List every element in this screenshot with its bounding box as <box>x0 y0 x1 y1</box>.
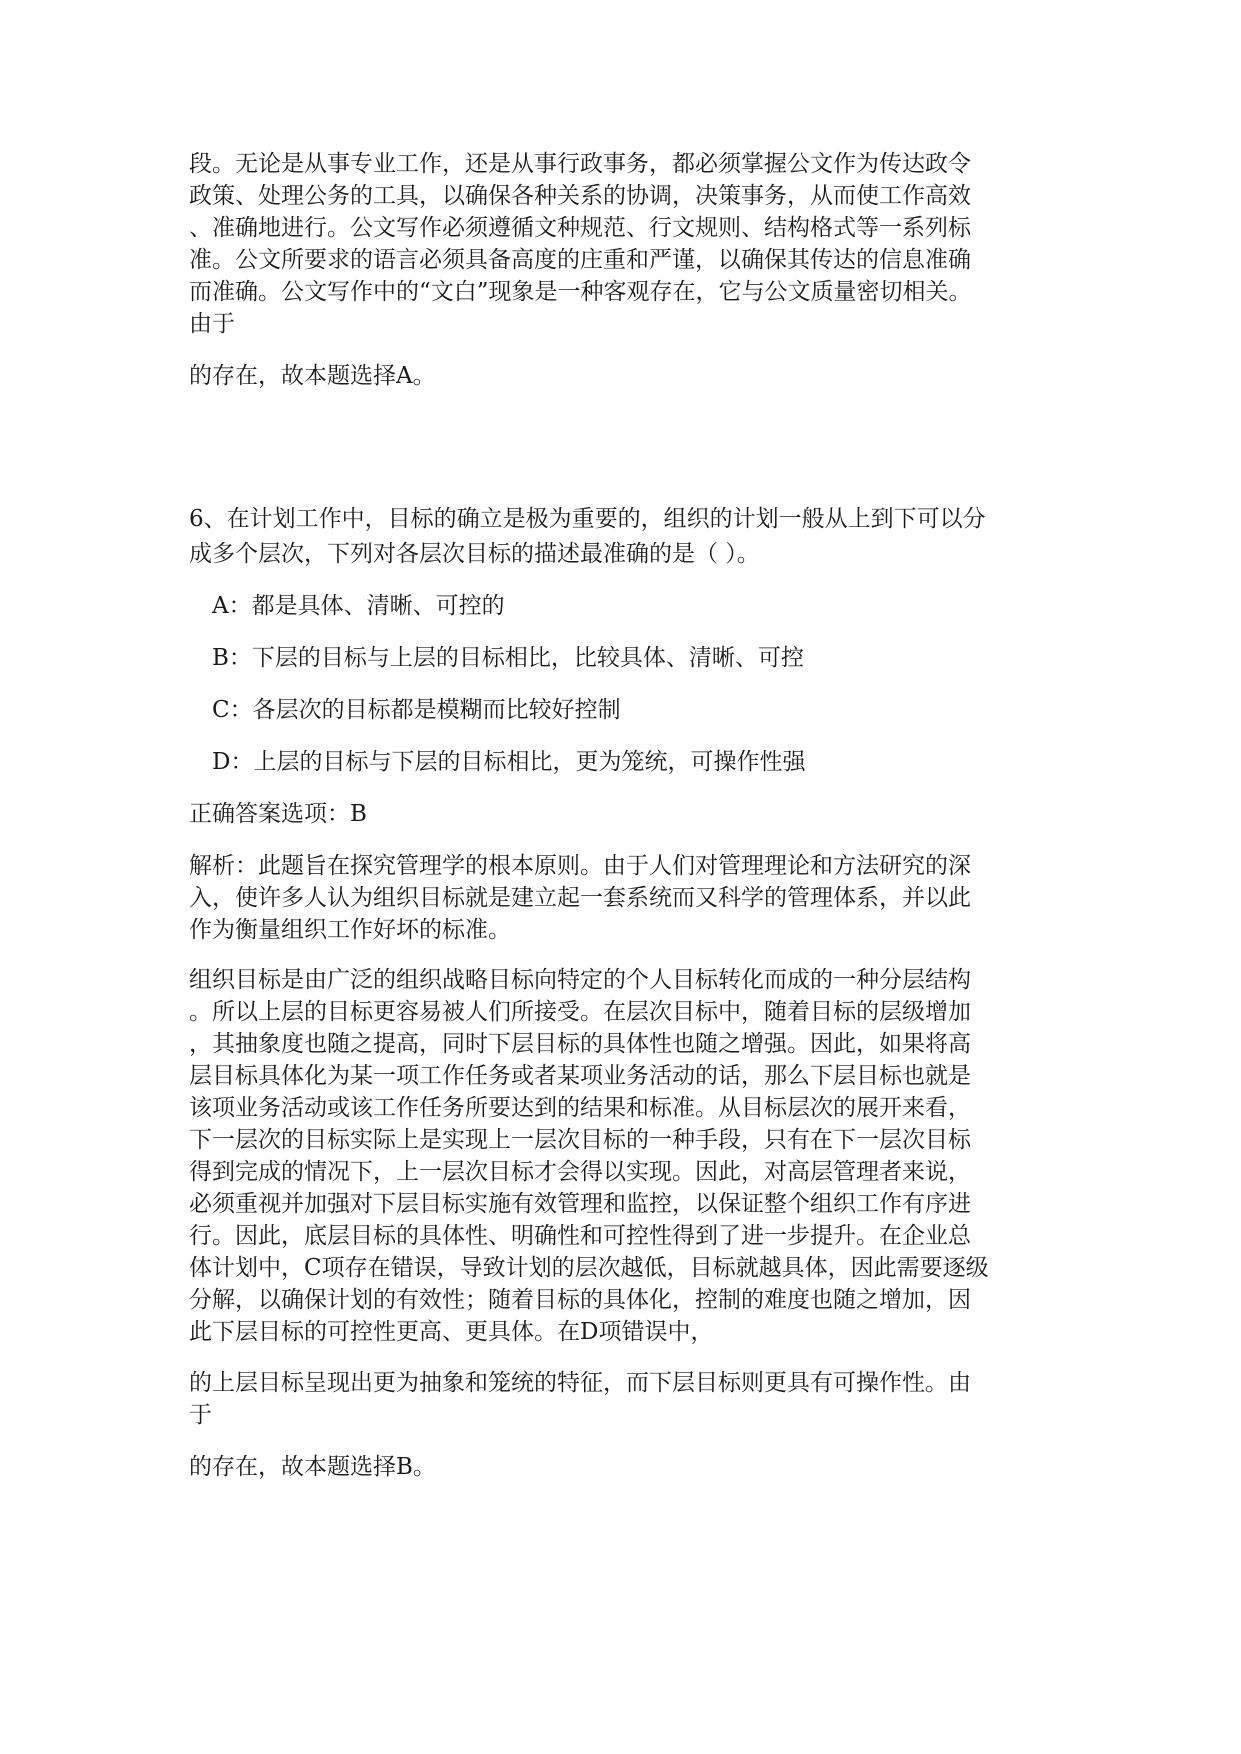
option-c: C：各层次的目标都是模糊而比较好控制 <box>212 697 621 723</box>
question-conclusion: 的存在，故本题选择B。 <box>189 1454 436 1480</box>
option-b: B：下层的目标与上层的目标相比，比较具体、清晰、可控 <box>212 645 804 671</box>
analysis-intro: 解析：此题旨在探究管理学的根本原则。由于人们对管理理论和方法研究的深 入，使许多人认为组织目标就是建立起一套系统而又科学的管理体系，并以此 作为衡量组织工作好坏的标准。 <box>189 853 971 943</box>
previous-conclusion: 的存在，故本题选择A。 <box>189 363 436 389</box>
analysis-tail: 的上层目标呈现出更为抽象和笼统的特征，而下层目标则更具有可操作性。由 于 <box>189 1370 971 1428</box>
question-stem: 6、在计划工作中，目标的确立是极为重要的，组织的计划一般从上到下可以分 成多个层次，下列对各层次目标的描述最准确的是（ ）。 <box>189 506 986 567</box>
page-content <box>189 148 1069 1485</box>
option-a: A：都是具体、清晰、可控的 <box>212 593 505 619</box>
previous-analysis-tail: 段。无论是从事专业工作，还是从事行政事务，都必须掌握公文作为传达政令 政策、处理公务的工具，以确保各种关系的协调，决策事务，从而使工作高效 、准确地进行。公文写作必须遵循文种规范、行文规则、结构格式等一系列标 准。公文所要求的语言必须具备高度的庄重和严谨，以确保其传达的信息准确 而准确。公文写作中的“文白”现象是一种客观存在，它与公文质量密切相关。 由于 <box>189 151 972 337</box>
option-d: D：上层的目标与下层的目标相比，更为笼统，可操作性强 <box>212 749 806 775</box>
analysis-body: 组织目标是由广泛的组织战略目标向特定的个人目标转化而成的一种分层结构 。所以上层的目标更容易被人们所接受。在层次目标中，随着目标的层级增加 ，其抽象度也随之提高，同时下层目标的具体性也随之增强。因此，如果将高 层目标具体化为某一项工作任务或者某项业务活动的话，那么下层目标也就是 该项业务活动或该工作任务所要达到的结果和标准。从目标层次的展开来看， 下一层次的目标实际上是实现上一层次目标的一种手段，只有在下一层次目标 得到完成的情况下，上一层次目标才会得以实现。因此，对高层管理者来说， 必须重视并加强对下层目标实施有效管理和监控，以保证整个组织工作有序进 行。因此，底层目标的具体性、明确性和可控性得到了进一步提升。在企业总 体计划中，C项存在错误，导致计划的层次越低，目标就越具体，因此需要逐级 分解，以确保计划的有效性；随着目标的具体化，控制的难度也随之增加，因 此下层目标的可控性更高、更具体。在D项错误中， <box>189 967 989 1345</box>
answer-line: 正确答案选项：B <box>189 801 367 827</box>
